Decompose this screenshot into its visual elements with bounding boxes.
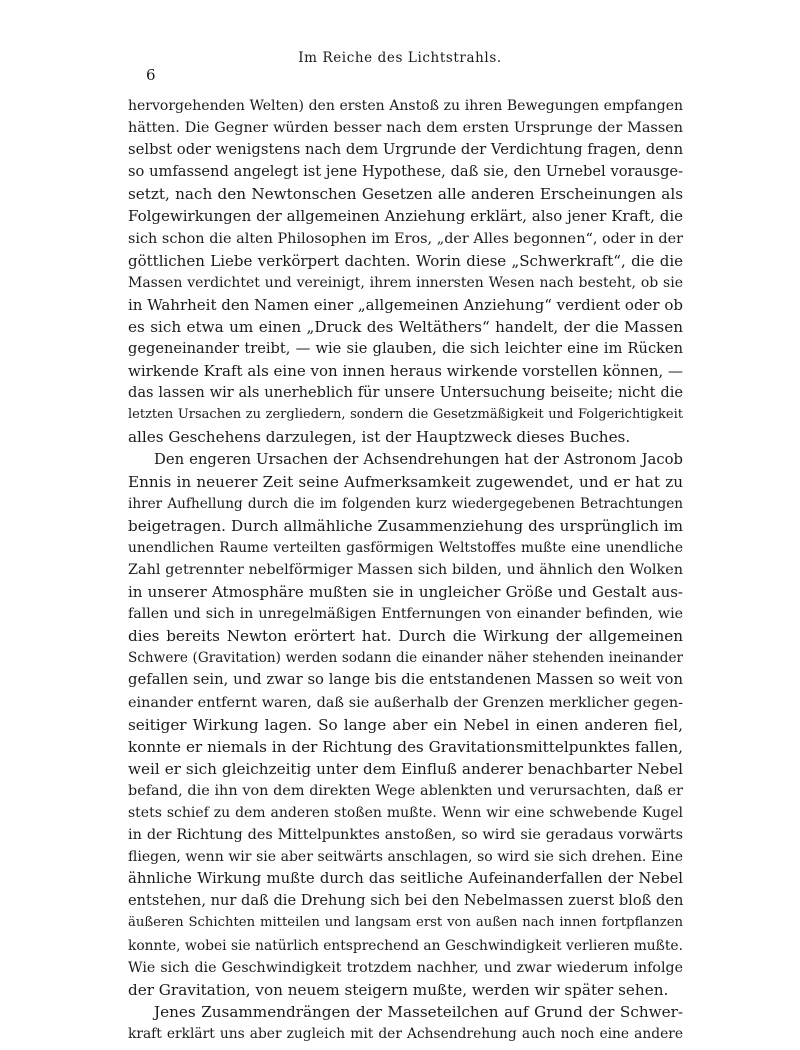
- text-line: fliegen, wenn wir sie aber seitwärts anschlagen, so wird sie sich drehen. Eine: [128, 849, 683, 866]
- text-line: konnte, wobei sie natürlich entsprechend an Geschwindigkeit verlieren mußte.: [128, 937, 683, 954]
- text-line: Folgewirkungen der allgemeinen Anziehung erklärt, also jener Kraft, die: [128, 207, 683, 226]
- text-line: dies bereits Newton erörtert hat. Durch die Wirkung der allgemeinen: [128, 627, 683, 646]
- text-line: göttlichen Liebe verkörpert dachten. Worin diese „Schwerkraft“, die die: [128, 251, 683, 270]
- text-line: selbst oder wenigstens nach dem Urgrunde der Verdichtung fragen, denn: [128, 141, 684, 159]
- text-line: Massen verdichtet und vereinigt, ihrem innersten Wesen nach besteht, ob sie: [128, 274, 683, 291]
- paragraphs: [128, 95, 683, 1045]
- text-line: Zahl getrennter nebelförmiger Massen sich bilden, und ähnlich den Wolken: [128, 561, 683, 578]
- text-line: Jenes Zusammendrängen der Masseteilchen auf Grund der Schwer-: [154, 1002, 683, 1021]
- text-line: kraft erklärt uns aber zugleich mit der Achsendrehung auch noch eine andere: [128, 1025, 683, 1042]
- text-line: hervorgehenden Welten) den ersten Anstoß zu ihren Bewegungen empfangen: [128, 98, 683, 114]
- text-line: Wie sich die Geschwindigkeit trotzdem nachher, und zwar wiederum infolge: [128, 959, 683, 976]
- text-line: so umfassend angelegt ist jene Hypothese, daß sie, den Urnebel vorausge-: [128, 163, 683, 181]
- text-line: befand, die ihn von dem direkten Wege ablenkten und verursachten, daß er: [128, 782, 683, 799]
- text-line: wirkende Kraft als eine von innen heraus wirkende vorstellen können, —: [128, 362, 684, 381]
- paragraph: [128, 449, 683, 1001]
- text-line: Schwere (Gravitation) werden sodann die einander näher stehenden ineinander: [128, 650, 683, 667]
- text-line: weil er sich gleichzeitig unter dem Einfluß anderer benachbarter Nebel: [128, 759, 683, 778]
- text-line: unendlichen Raume verteilten gasförmigen Weltstoffes mußte eine unendliche: [128, 539, 683, 556]
- text-line: hätten. Die Gegner würden besser nach dem ersten Ursprunge der Massen: [128, 120, 683, 137]
- text-line: es sich etwa um einen „Druck des Weltäthers“ handelt, der die Massen: [128, 317, 683, 336]
- paragraph: [128, 1001, 683, 1045]
- text-line: ähnliche Wirkung mußte durch das seitliche Aufeinanderfallen der Nebel: [128, 870, 683, 888]
- text-line: setzt, nach den Newtonschen Gesetzen alle anderen Erscheinungen als: [128, 185, 683, 204]
- text-line: konnte er niemals in der Richtung des Gravitationsmittelpunktes fallen,: [128, 737, 683, 756]
- text-line: das lassen wir als unerheblich für unsere Untersuchung beiseite; nicht die: [128, 384, 683, 402]
- paragraph: [128, 95, 683, 449]
- text-line: stets schief zu dem anderen stoßen mußte. Wenn wir eine schwebende Kugel: [128, 805, 683, 821]
- text-line: Ennis in neuerer Zeit seine Aufmerksamkeit zugewendet, und er hat zu: [128, 472, 683, 491]
- text-line: alles Geschehens darzulegen, ist der Hauptzweck dieses Buches.: [128, 428, 631, 447]
- text-line: entstehen, nur daß die Drehung sich bei den Nebelmassen zuerst bloß den: [128, 892, 684, 910]
- body-text: [128, 95, 683, 1045]
- text-line: letzten Ursachen zu zergliedern, sondern die Gesetzmäßigkeit und Folgerichtigkeit: [128, 407, 683, 423]
- text-line: äußeren Schichten mitteilen und langsam erst von außen nach innen fortpflanzen: [128, 915, 683, 931]
- running-head: Im Reiche des Lichtstrahls.: [298, 50, 502, 66]
- text-line: Den engeren Ursachen der Achsendrehungen hat der Astronom Jacob: [154, 450, 683, 468]
- text-line: gegeneinander treibt, — wie sie glauben, die sich leichter eine im Rücken: [128, 340, 683, 358]
- page-number: 6: [146, 66, 156, 84]
- text-line: in unserer Atmosphäre mußten sie in ungleicher Größe und Gestalt aus-: [128, 583, 683, 602]
- text-line: fallen und sich in unregelmäßigen Entfernungen von einander befinden, wie: [128, 606, 683, 623]
- text-line: beigetragen. Durch allmähliche Zusammenziehung des ursprünglich im: [128, 516, 683, 535]
- text-line: sich schon die alten Philosophen im Eros, „der Alles begonnen“, oder in der: [128, 230, 683, 247]
- text-line: ihrer Aufhellung durch die im folgenden kurz wiedergegebenen Betrachtungen: [128, 495, 683, 512]
- text-line: einander entfernt waren, daß sie außerhalb der Grenzen merklicher gegen-: [128, 694, 683, 711]
- text-line: in der Richtung des Mittelpunktes anstoßen, so wird sie geradaus vorwärts: [128, 827, 683, 844]
- text-line: in Wahrheit den Namen einer „allgemeinen Anziehung“ verdient oder ob: [128, 295, 683, 314]
- text-line: gefallen sein, und zwar so lange bis die entstandenen Massen so weit von: [128, 671, 683, 689]
- text-line: der Gravitation, von neuem steigern mußte, werden wir später sehen.: [128, 980, 669, 999]
- text-line: seitiger Wirkung lagen. So lange aber ein Nebel in einen anderen fiel,: [128, 715, 683, 734]
